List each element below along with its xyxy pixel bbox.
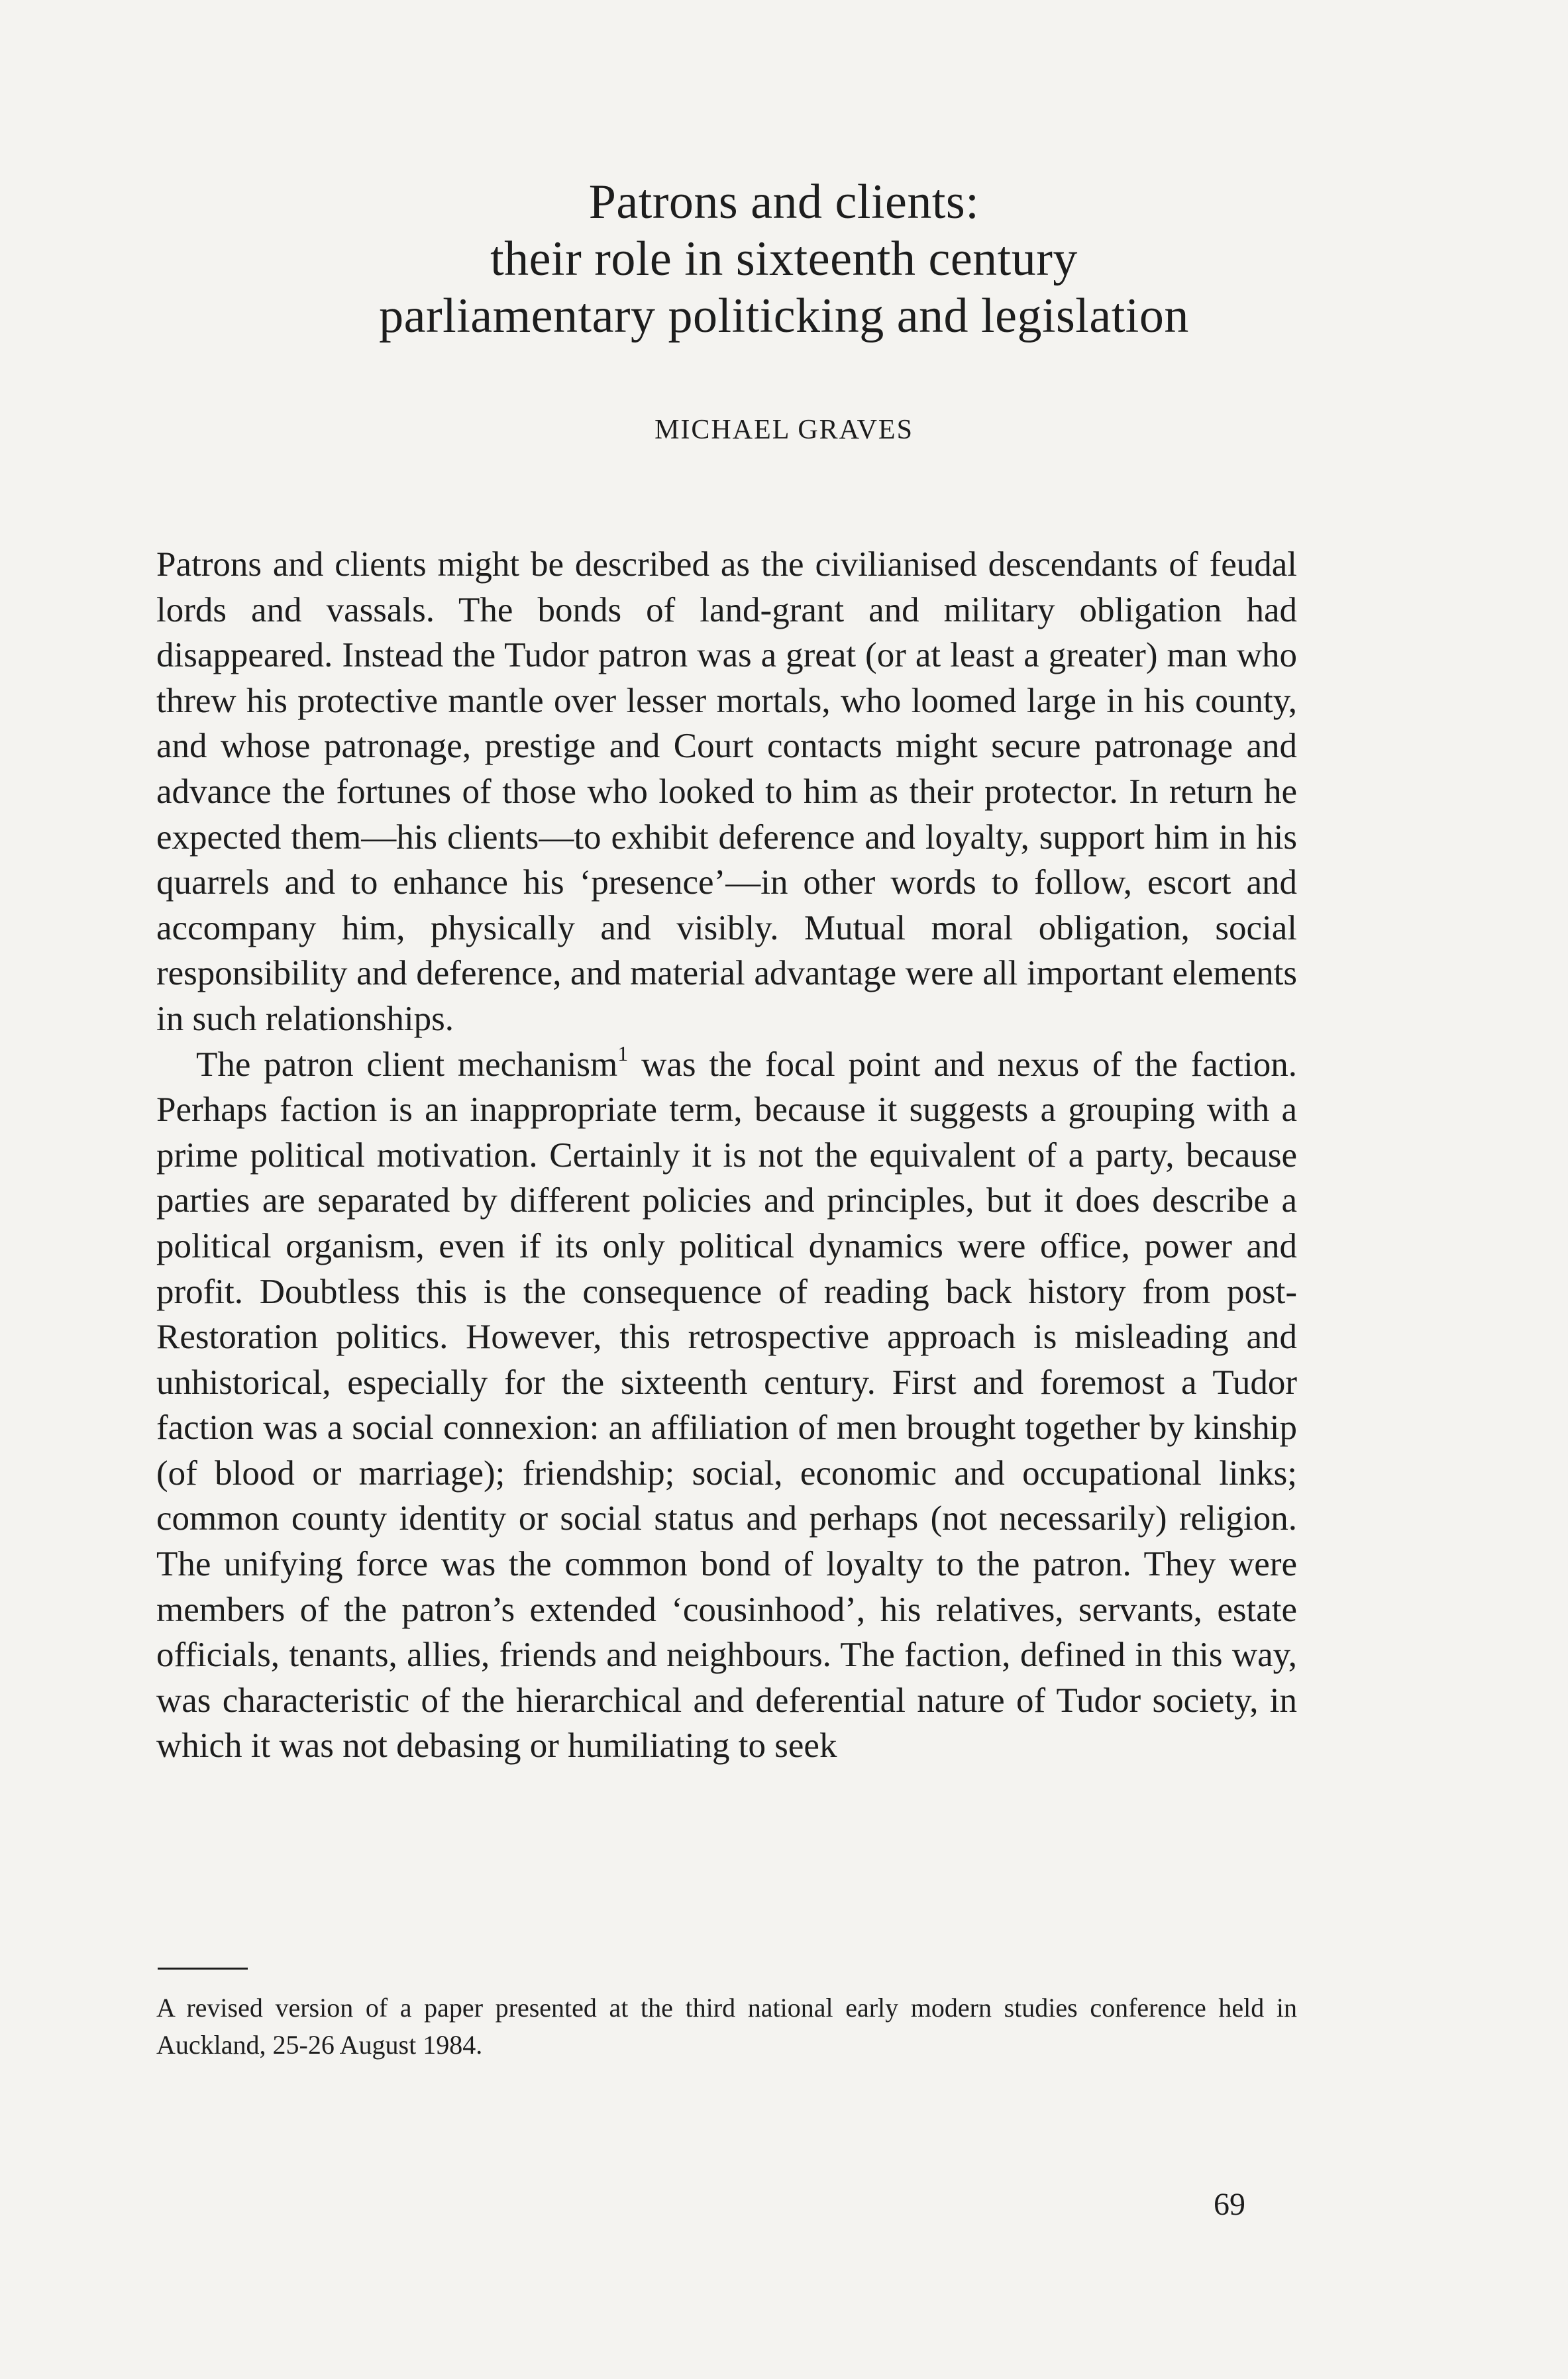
author-name: MICHAEL GRAVES — [654, 415, 914, 445]
paragraph-2 — [156, 1042, 1297, 1770]
article-title — [0, 174, 1568, 344]
paragraph-2-start: The patron client mechanism — [196, 1045, 618, 1084]
paragraph-2-rest: was the focal point and nexus of the faction. Perhaps faction is an inappropriate term, because it suggests a grouping with a prime political motivation. Certainly it is not the equivalent of a party, because parties are separated by different policies and principles, but it does describe a political organism, even if its only political dynamics were office, power and profit. Doubtless this is the consequence of reading back history from post-Restoration politics. However, this retrospective approach is misleading and unhistorical, especially for the sixteenth century. First and foremost a Tudor faction was a social connexion: an affiliation of men brought together by kinship (of blood or marriage); friendship; social, economic and occupational links; common county identity or social status and perhaps (not necessarily) religion. The unifying force was the common bond of loyalty to the patron. They were members of the patron’s extended ‘cousinhood’, his relatives, servants, estate officials, tenants, allies, friends and neighbours. The faction, defined in this way, was characteristic of the hierarchical and deferential nature of Tudor society, in which it was not debasing or humiliating to seek — [156, 1045, 1297, 1766]
title-line-1: Patrons and clients: — [588, 175, 980, 229]
footnote-text: A revised version of a paper presented at the third national early modern studies conference held in Auckland, 25-26 August 1984. — [156, 1993, 1297, 2060]
footnote-reference[interactable]: 1 — [617, 1041, 629, 1065]
paragraph-1: Patrons and clients might be described as the civilianised descendants of feudal lords and vassals. The bonds of land-grant and military obligation had disappeared. Instead the Tudor patron was a great (or at least a greater) man who threw his protective mantle over lesser mortals, who loomed large in his county, and whose patronage, prestige and Court contacts might secure patronage and advance the fortunes of those who looked to him as their protector. In return he expected them—his clients—to exhibit deference and loyalty, support him in his quarrels and to enhance his ‘presence’—in other words to follow, escort and accompany him, physically and visibly. Mutual moral obligation, social responsibility and deference, and material advantage were all important elements in such relationships. — [156, 545, 1297, 1038]
title-line-3: parliamentary politicking and legislation — [379, 289, 1189, 343]
title-line-2: their role in sixteenth century — [490, 232, 1078, 286]
article-body — [156, 542, 1297, 1769]
footnote-divider — [158, 1968, 248, 1970]
page-number: 69 — [1214, 2187, 1245, 2222]
